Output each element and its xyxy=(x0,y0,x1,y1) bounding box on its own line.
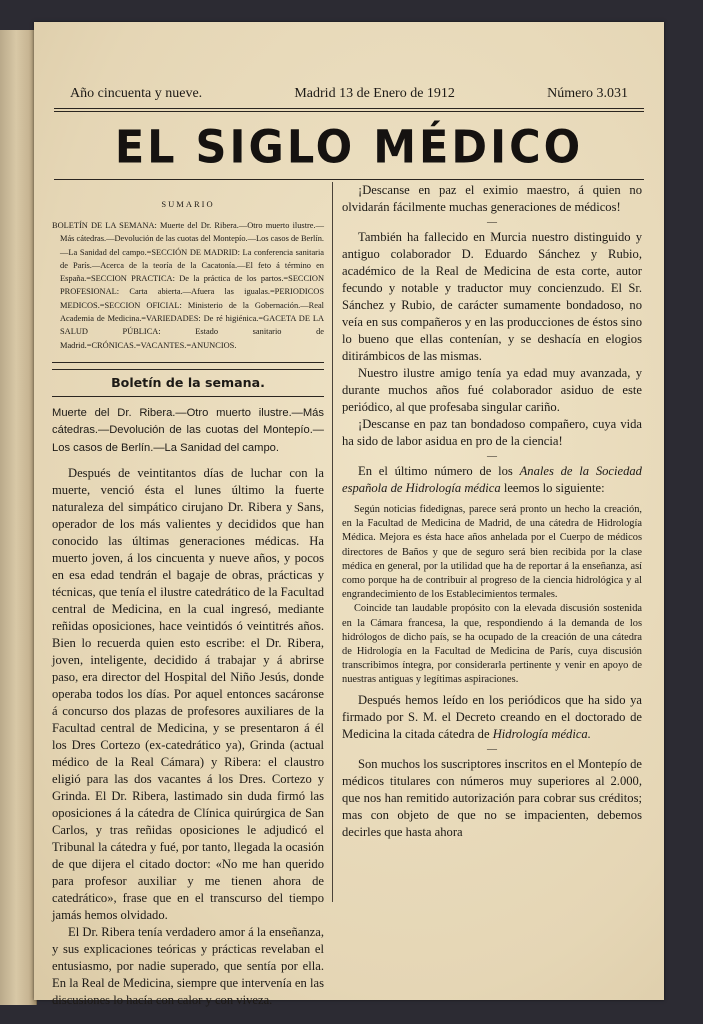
quote-paragraph: Según noticias fidedignas, parece será pronto un hecho la creación, en la Facultad de Medicina de Madrid, de una cátedra de Hidrología Médica. Mejora es ésta hace años anhelada por el Cuerpo de médicos directores de Baños y que de seguro será bien recibida por la clase médica en general, por la utilidad que ha de reportar á la enseñanza, así como porque ha de contribuir al progreso de la ciencia hidrológica y al engrandecimiento de los Establecimientos termales. xyxy=(342,504,642,601)
section-title: Boletín de la semana. xyxy=(52,369,324,397)
paragraph: También ha fallecido en Murcia nuestro distinguido y antiguo colaborador D. Eduardo Sánchez y Rubio, académico de la Real de Medicina de esta corte, autor fecundo y notable y traductor muy concienzudo. El Sr. Sánchez y Rubio, de carácter sumamente bondadoso, no veía en sus compañeros y en las producciones de éstos sino lo bueno que ellas contenían, y se deshacía en elogios ditirámbicos de las mismas. xyxy=(342,230,642,363)
quotation xyxy=(342,503,642,688)
paragraph: ¡Descanse en paz tan bondadoso compañero, cuya vida ha sido de labor asidua en pro de la ciencia! xyxy=(342,417,642,448)
issue-date: Madrid 13 de Enero de 1912 xyxy=(294,86,455,101)
paragraph-anales xyxy=(342,463,642,497)
separator: — xyxy=(487,451,497,462)
text: leemos lo siguiente: xyxy=(500,481,605,495)
text: Después hemos leído en los periódicos que ha sido ya firmado por S. M. el Decreto creando en el doctorado de Medicina la citada cátedra de xyxy=(342,692,642,741)
chair-title: Hidrología médica. xyxy=(492,726,591,741)
separator: — xyxy=(487,217,497,228)
header-line xyxy=(70,84,628,104)
newspaper-page xyxy=(34,22,664,1007)
masthead-rule xyxy=(54,179,644,180)
header-rule-double xyxy=(54,111,644,112)
right-column xyxy=(342,182,642,841)
sumario-text: BOLETÍN DE LA SEMANA: Muerte del Dr. Ribera.—Otro muerto ilustre.—Más cátedras.—Devolución de las cuotas del Montepío.—Los casos de Berlín.—La Sanidad del campo.=SECCIÓN DE MADRID: La conferencia sanitaria de París.—Acerca de la teoría de la Cacatonía.—El feto á término en España.=SECCION PRACTICA: De la práctica de los partos.=SECCION PROFESIONAL: Carta abierta.—Afuera las igualas.=PERIODICOS MEDICOS.=SECCION OFICIAL: Ministerio de la Gobernación.—Real Academia de Medicina.=VARIEDADES: De ré higiénica.=GACETA DE LA SALUD PÚBLICA: Estado sanitario de Madrid.=CRÓNICAS.=VACANTES.=ANUNCIOS. xyxy=(52,221,324,350)
sumario-title: SUMARIO xyxy=(161,199,215,209)
paragraph: El Dr. Ribera tenía verdadero amor á la enseñanza, y sus explicaciones teóricas y prácticas revelaban el entusiasmo, por nadie superado, que sentía por ella. En la Real de Medicina, siempre que intervenía en las discusiones lo hacía con calor y con viveza. xyxy=(52,924,324,1007)
paragraph: Después de veintitantos días de luchar con la muerte, venció ésta el lunes último la fuerte naturaleza del simpático cirujano Dr. Ribera y Sans, operador de los más valientes y decididos que han conocido las últimas generaciones médicas. Ha muerto joven, á los cincuenta y nueve años, y pocos en esa edad tendrán el bagaje de obras, prácticas y técnicas, que tenía el ilustre catedrático de la Facultad central de Medicina, en la cual ingresó, mediante reñidas oposiciones, hace veintidós ó veintitrés años. Bien lo recuerda quien esto escribe: el Dr. Ribera, joven, inteligente, decidido á trabajar y á abrirse paso, era director del Hospital del Niño Jesús, donde operaba todos los días. Por aquel entonces sacáronse á concurso dos plazas de profesores auxiliares de la Facultad central de Medicina, y se presentaron á él los Dres Cortezo (ex-catedrático ya), Grinda (actual médico de la Real Cámara) y Ribera: el claustro eligió para las dos vacantes á los Dres. Cortezo y Grinda. El Dr. Ribera, lastimado sin duda firmó las oposiciones á la cátedra de Clínica quirúrgica de San Carlos, y tras reñidas oposiciones le adjudicó el Tribunal la cátedra y fué, por tanto, llegada la ocasión de que dijera el citado doctor: «No me han querido para profesor auxiliar y me tienen ahora de catedrático», frase que en el transcurso del tiempo jamás hemos olvidado. xyxy=(52,465,324,922)
header-rule xyxy=(54,108,644,109)
book-binding xyxy=(0,30,37,1005)
masthead-title: EL SIGLO MÉDICO xyxy=(114,121,584,175)
left-column xyxy=(52,182,324,1009)
paragraph: Son muchos los suscriptores inscritos en el Montepío de médicos titulares con números muy superiores al 2.000, que nos han remitido autorización para cobrar sus créditos; mas con objeto de que no se impacienten, debemos decirles que hasta ahora xyxy=(342,756,642,839)
column-divider xyxy=(332,182,333,902)
quote-paragraph: Coincide tan laudable propósito con la elevada discusión sostenida en la Cámara francesa, la que, respondiendo á la demanda de los hidrólogos de dicho país, se ha ocupado de la creación de una cátedra de Hidrología en la Facultad de Medicina de París, cuya discusión transcribimos íntegra, por considerarla pertinente y venir en apoyo de nuestras antiguas y legítimas aspiraciones. xyxy=(342,603,642,686)
text: En el último número de los xyxy=(358,464,520,478)
boletin-summary: Muerte del Dr. Ribera.—Otro muerto ilustre.—Más cátedras.—Devolución de las cuotas del Montepío.—Los casos de Berlín.—La Sanidad del campo. xyxy=(52,406,324,454)
issue-year: Año cincuenta y nueve. xyxy=(70,86,203,101)
paragraph: ¡Descanse en paz el eximio maestro, á quien no olvidarán fácilmente muchas generaciones de médicos! xyxy=(342,183,642,214)
issue-number: Número 3.031 xyxy=(547,86,628,101)
paragraph-decreto xyxy=(342,692,642,743)
journal-title: Anales de la Sociedad española de Hidrología médica xyxy=(342,464,642,495)
separator: — xyxy=(487,743,497,755)
sumario-rule xyxy=(52,362,324,363)
paragraph: Nuestro ilustre amigo tenía ya edad muy avanzada, y durante muchos años fué colaborador asiduo de este periódico, al que profesaba singular cariño. xyxy=(342,366,642,414)
